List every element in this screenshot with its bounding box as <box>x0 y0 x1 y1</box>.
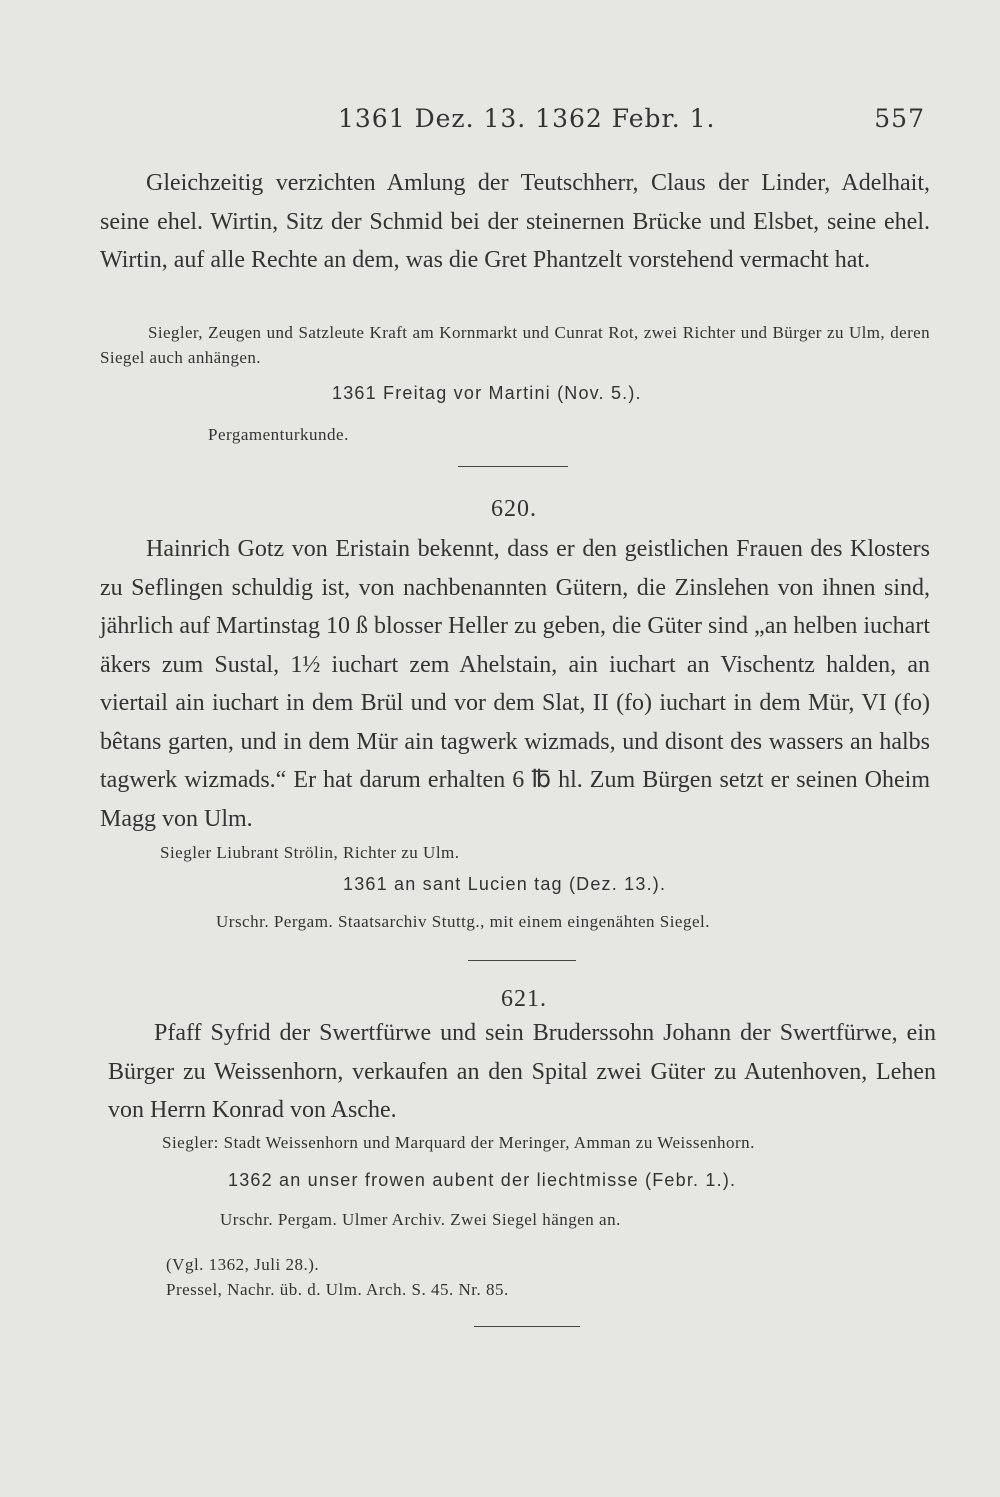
entry-620-text-block <box>100 530 930 838</box>
section-divider <box>468 960 576 961</box>
page-header <box>100 104 925 144</box>
prev-entry-text-block <box>100 164 930 280</box>
entry-620-number: 620. <box>491 496 537 522</box>
entry-620-seal-note: Siegler Liubrant Strölin, Richter zu Ulm. <box>160 843 460 862</box>
entry-621-date: 1362 an unser frowen aubent der liechtmisse (Febr. 1.). <box>228 1170 737 1190</box>
section-divider <box>474 1326 580 1327</box>
entry-621-source: Urschr. Pergam. Ulmer Archiv. Zwei Siegel hängen an. <box>220 1210 621 1229</box>
entry-621-text: Pfaff Syfrid der Swertfürwe und sein Bruderssohn Johann der Swertfürwe, ein Bürger zu Weissenhorn, verkaufen an den Spital zwei Güter zu Autenhoven, Lehen von Herrn Konrad von Asche. <box>108 1020 936 1123</box>
entry-620-date: 1361 an sant Lucien tag (Dez. 13.). <box>343 874 667 894</box>
entry-620-source: Urschr. Pergam. Staatsarchiv Stuttg., mit einem eingenähten Siegel. <box>216 912 710 931</box>
section-divider <box>458 466 568 467</box>
entry-620-text: Hainrich Gotz von Eristain bekennt, dass er den geistlichen Frauen des Klosters zu Seflingen schuldig ist, von nachbenannten Gütern, die Zinslehen von ihnen sind, jährlich auf Martinstag 10 ß blosser Heller zu geben, die Güter sind „an helben iuchart äkers zum Sustal, 1½ iuchart zem Ahelstain, ain iuchart an Vischentz halden, an viertail ain iuchart in dem Brül und vor dem Slat, II (fo) iuchart in dem Mür, VI (fo) bêtans garten, und in dem Mür ain tagwerk wizmads, und disont des wassers an halbs tagwerk wizmads.“ Er hat darum erhalten 6 ℔ hl. Zum Bürgen setzt er seinen Oheim Magg von Ulm. <box>100 536 930 832</box>
prev-entry-seal-note-block <box>100 320 930 370</box>
entry-621-seal-note: Siegler: Stadt Weissenhorn und Marquard der Meringer, Amman zu Weissenhorn. <box>162 1133 755 1152</box>
header-dates: 1361 Dez. 13. 1362 Febr. 1. <box>338 104 716 133</box>
prev-entry-date: 1361 Freitag vor Martini (Nov. 5.). <box>332 383 642 403</box>
entry-621-text-block <box>108 1014 936 1130</box>
entry-621-ref-2: Pressel, Nachr. üb. d. Ulm. Arch. S. 45. Nr. 85. <box>166 1280 509 1299</box>
prev-entry-seal-note: Siegler, Zeugen und Satzleute Kraft am Kornmarkt und Cunrat Rot, zwei Richter und Bürger zu Ulm, deren Siegel auch anhängen. <box>100 323 930 367</box>
entry-621-number: 621. <box>501 986 547 1012</box>
prev-entry-text: Gleichzeitig verzichten Amlung der Teutschherr, Claus der Linder, Adelhait, seine ehel. Wirtin, Sitz der Schmid bei der steinernen Brücke und Elsbet, seine ehel. Wirtin, auf alle Rechte an dem, was die Gret Phantzelt vorstehend vermacht hat. <box>100 170 930 273</box>
page-number: 557 <box>874 104 925 133</box>
prev-entry-source: Pergamenturkunde. <box>208 425 349 444</box>
entry-621-ref-1: (Vgl. 1362, Juli 28.). <box>166 1255 320 1274</box>
